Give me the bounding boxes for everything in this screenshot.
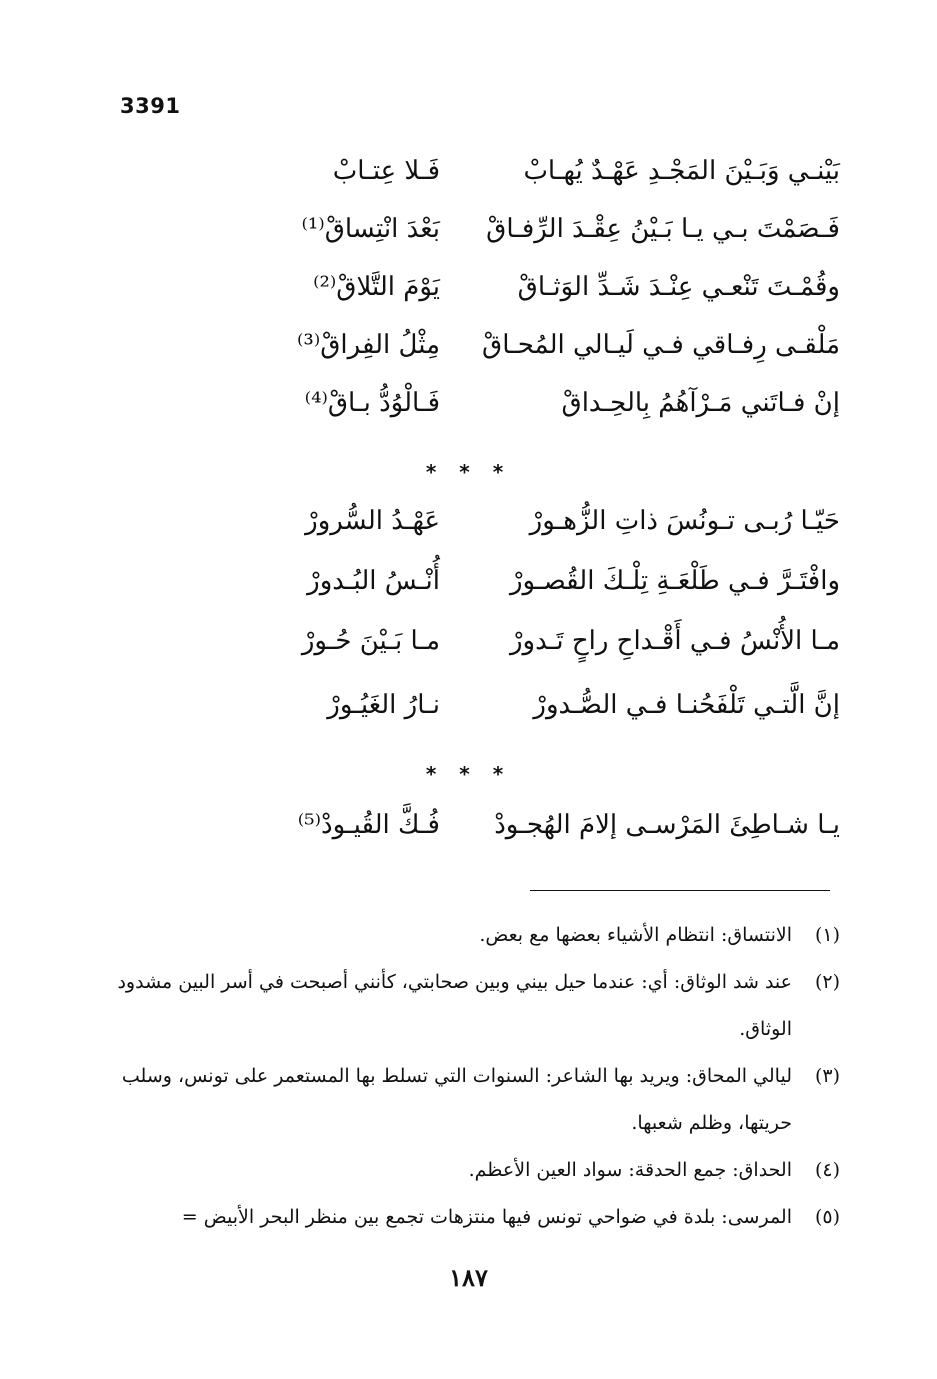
verse-first-hemistich: إنَّ الَّتـي تَلْفَحُنـا فـي الصُّـدورْ [533, 690, 840, 720]
verse-first-hemistich: مـا الأُنْسُ فـي أَقْـداحِ راحٍ تَـدورْ [509, 626, 840, 656]
verse-second-hemistich: مِثْلُ الفِراقْ⁽³⁾ [297, 330, 440, 360]
stanza-separator: * * * [425, 762, 512, 786]
footnote-text: عند شد الوثاق: أي: عندما حيل بيني وبين صحابتي، كأنني أصبحت في أسر البين مشدود الوثاق. [117, 971, 792, 1040]
footnote [110, 1194, 840, 1241]
verse-line [290, 156, 840, 200]
verse-second-hemistich: فَـلا عِتـابْ [332, 156, 440, 186]
stanza-separator: * * * [425, 460, 512, 484]
page-number-bottom: ١٨٧ [449, 1263, 488, 1292]
verse-line [290, 566, 840, 610]
verse-line [290, 214, 840, 258]
footnote-number: (١) [814, 924, 840, 946]
footnote [110, 959, 840, 1053]
page-number-top: 3391 [120, 94, 181, 118]
footnote [110, 1147, 840, 1194]
footnote-number: (٤) [814, 1159, 840, 1181]
verse-second-hemistich: فَـالْوُدُّ بـاقْ⁽⁴⁾ [304, 388, 440, 418]
verse-first-hemistich: حَيّـا رُبـى تـونُسَ ذاتِ الزُّهـورْ [529, 506, 840, 536]
verse-line [290, 626, 840, 670]
footnote [110, 912, 840, 959]
verse-second-hemistich: فُـكَّ القُيـودْ⁽⁵⁾ [297, 810, 440, 840]
verse-second-hemistich: أُنْـسُ البُـدورْ [307, 566, 440, 596]
verse-line [290, 272, 840, 316]
verse-second-hemistich: يَوْمَ التَّلاقْ⁽²⁾ [313, 272, 440, 302]
verse-first-hemistich: فَـصَمْتَ بـي يـا بَـيْنُ عِقْـدَ الرِّفـاقْ [486, 214, 840, 244]
verse-first-hemistich: بَيْنـي وَبَـيْنَ المَجْـدِ عَهْـدٌ يُهـابْ [523, 156, 840, 186]
verse-line [290, 330, 840, 374]
footnote-number: (٥) [814, 1206, 840, 1228]
verse-first-hemistich: وافْتَـرَّ فـي طَلْعَـةِ تِلْـكَ القُصـورْ [509, 566, 840, 596]
verse-second-hemistich: مـا بَـيْنَ حُـورْ [301, 626, 440, 656]
verse-line [290, 388, 840, 432]
footnote-divider [530, 890, 830, 891]
verse-second-hemistich: نـارُ الغَيُـورْ [327, 690, 440, 720]
verse-first-hemistich: إنْ فـاتَني مَـرْآهُمُ بِالحِـداقْ [561, 388, 840, 418]
footnote-number: (٣) [814, 1065, 840, 1087]
footnote-text: ليالي المحاق: ويريد بها الشاعر: السنوات التي تسلط بها المستعمر على تونس، وسلب حريتها، وظلم شعبها. [121, 1065, 792, 1134]
verse-first-hemistich: يـا شـاطِئَ المَرْسـى إلامَ الهُجـودْ [494, 810, 840, 840]
footnotes [110, 912, 840, 1241]
verse-first-hemistich: وقُمْـتَ تَنْعـي عِنْـدَ شَـدِّ الوَثـاقْ [517, 272, 840, 302]
footnote-number: (٢) [814, 971, 840, 993]
verse-second-hemistich: بَعْدَ انْتِساقْ⁽¹⁾ [301, 214, 440, 244]
footnote-text: الحداق: جمع الحدقة: سواد العين الأعظم. [468, 1159, 792, 1181]
footnote [110, 1053, 840, 1147]
footnote-text: المرسى: بلدة في ضواحي تونس فيها منتزهات تجمع بين منظر البحر الأبيض = [181, 1206, 792, 1228]
footnote-text: الانتساق: انتظام الأشياء بعضها مع بعض. [479, 924, 792, 946]
verse-line [290, 810, 840, 854]
verse-line [290, 690, 840, 734]
verse-first-hemistich: مَلْقـى رِفـاقي فـي لَيـالي المُحـاقْ [482, 330, 840, 360]
verse-line [290, 506, 840, 550]
verse-second-hemistich: عَهْـدُ السُّرورْ [305, 506, 440, 536]
